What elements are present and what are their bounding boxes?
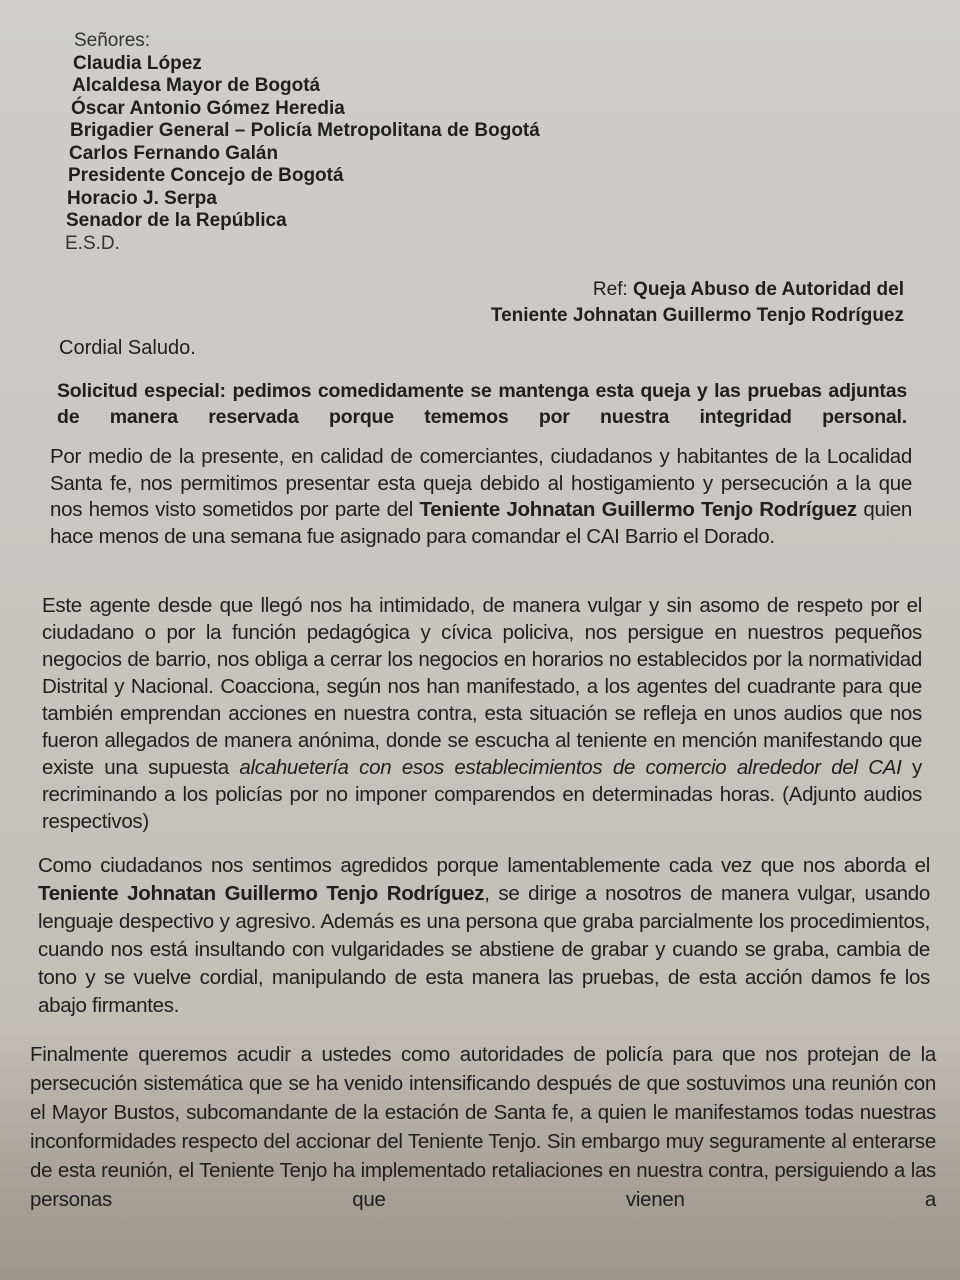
recipient-line: Brigadier General – Policía Metropolitana de Bogotá: [70, 120, 540, 141]
paragraph-4: Finalmente queremos acudir a ustedes como autoridades de policía para que nos protejan de la persecución sistemática que se ha venido intensificando después de que sostuvimos una reunión con el Mayor Bustos, subcomandante de la estación de Santa fe, a quien le manifestamos todas nuestras inconformidades respecto del accionar del Teniente Tenjo. Sin embargo muy seguramente al enterarse de esta reunión, el Teniente Tenjo ha implementado retaliaciones en nuestra contra, persiguiendo a las personas que vienen a: [30, 1043, 936, 1211]
paragraph-1: [50, 444, 912, 550]
officer-name-bold: Teniente Johnatan Guillermo Tenjo Rodríguez: [419, 498, 857, 521]
paragraph-3: [38, 852, 930, 1020]
officer-name-bold: Teniente Johnatan Guillermo Tenjo Rodríguez: [38, 882, 485, 905]
recipient-line: Alcaldesa Mayor de Bogotá: [72, 75, 321, 96]
paragraph-2: [42, 592, 922, 835]
esd-line: E.S.D.: [65, 232, 120, 254]
paragraph-text: quien hace menos de una semana fue asignado para comandar el CAI Barrio el Dorado.: [50, 498, 912, 548]
paragraph-text: y recriminando a los policías por no imponer comparendos en determinadas horas. (Adjunto audios respectivos): [42, 756, 922, 833]
recipient-line: Carlos Fernando Galán: [69, 142, 279, 164]
special-request: Solicitud especial: pedimos comedidamente se mantenga esta queja y las pruebas adjuntas de manera reservada porque tememos por nuestra integridad personal.: [57, 380, 907, 428]
salutation: Señores:: [74, 30, 151, 51]
reference-subject: Queja Abuso de Autoridad del: [633, 279, 904, 300]
reference-line-1: [491, 277, 904, 303]
reference-label: Ref:: [592, 279, 628, 300]
paragraph-text: Como ciudadanos nos sentimos agredidos porque lamentablemente cada vez que nos aborda el: [38, 854, 930, 877]
recipients-block: [66, 30, 540, 255]
recipient-line: Óscar Antonio Gómez Heredia: [71, 97, 345, 119]
recipient-line: Horacio J. Serpa: [67, 187, 217, 209]
recipient-line: Claudia López: [73, 52, 202, 74]
greeting: Cordial Saludo.: [59, 337, 196, 359]
quoted-italic-text: alcahuetería con esos establecimientos de comercio alrededor del CAI: [239, 756, 902, 779]
paragraph-text: Este agente desde que llegó nos ha intimidado, de manera vulgar y sin asomo de respeto por el ciudadano o por la función pedagógica y cívica policiva, nos persigue en nuestros pequeños negocios de barrio, nos obliga a cerrar los negocios en horarios no establecidos por la normatividad Distrital y Nacional. Coacciona, según nos han manifestado, a los agentes del cuadrante para que también emprendan acciones en nuestra contra, esta situación se refleja en unos audios que nos fueron allegados de manera anónima, donde se escucha al teniente en mención manifestando que existe una supuesta: [42, 594, 922, 779]
recipient-line: Presidente Concejo de Bogotá: [68, 165, 344, 186]
paragraph-text: , se dirige a nosotros de manera vulgar, usando lenguaje despectivo y agresivo. Además es una persona que graba parcialmente los procedimientos, cuando nos está insultando con vulgaridades se abstiene de grabar y cuando se graba, cambia de tono y se vuelve cordial, manipulando de esta manera las pruebas, de esta acción damos fe los abajo firmantes.: [38, 882, 930, 1017]
recipient-line: Senador de la República: [66, 210, 287, 231]
reference-block: [491, 277, 904, 329]
paragraph-text: Por medio de la presente, en calidad de comerciantes, ciudadanos y habitantes de la Localidad Santa fe, nos permitimos presentar esta queja debido al hostigamiento y persecución a la que nos hemos visto sometidos por parte del: [50, 445, 912, 521]
reference-line-2: Teniente Johnatan Guillermo Tenjo Rodríguez: [490, 305, 904, 326]
